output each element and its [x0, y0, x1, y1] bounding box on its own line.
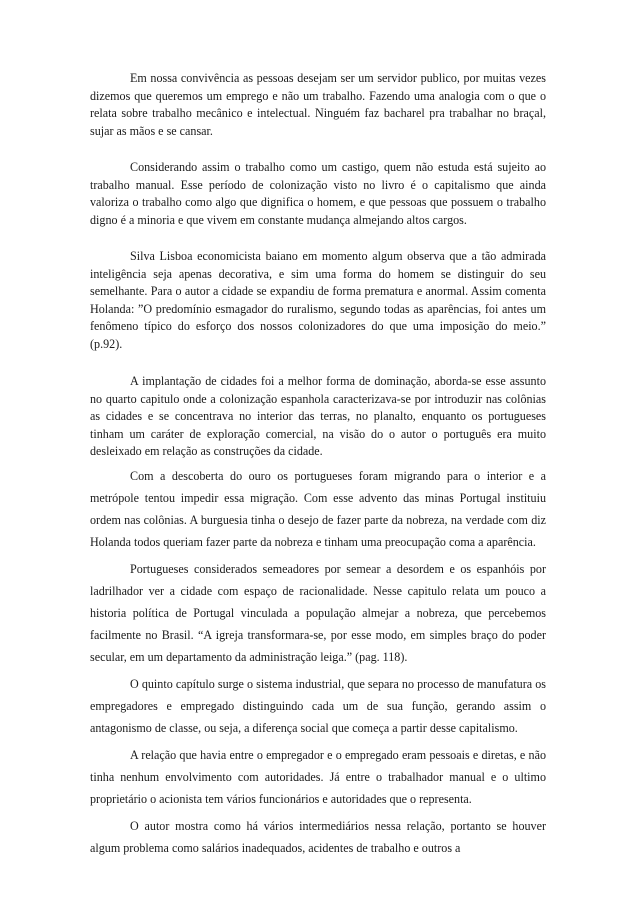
document-page	[90, 70, 546, 900]
paragraph-2: Considerando assim o trabalho como um castigo, quem não estuda está sujeito ao trabalho manual. Esse período de colonização visto no livro é o capitalismo que ainda valoriza o trabalho como algo que dignifica o homem, e que pessoas que possuem o trabalho digno é a minoria e que vivem em constante mudança almejando altos cargos.	[90, 160, 546, 227]
paragraph-7: O quinto capítulo surge o sistema industrial, que separa no processo de manufatura os empregadores e empregado distinguindo cada um de sua função, gerando assim o antagonismo de classe, ou seja, a diferença social que começa a partir desse capitalismo.	[90, 676, 546, 735]
paragraph-3: Silva Lisboa economicista baiano em momento algum observa que a tão admirada inteligência seja apenas decorativa, e sim uma forma do homem se distinguir do seu semelhante. Para o autor a cidade se expandiu de forma prematura e anormal. Assim comenta Holanda: ”O predomínio esmagador do ruralismo, segundo todas as aparências, foi antes um fenômeno típico do esforço dos nossos colonizadores do que uma imposição do meio.” (p.92).	[90, 249, 546, 351]
paragraph-5: Com a descoberta do ouro os portugueses foram migrando para o interior e a metrópole tentou impedir essa migração. Com esse advento das minas Portugal instituiu ordem nas colônias. A burguesia tinha o desejo de fazer parte da nobreza, na verdade com diz Holanda todos queriam fazer parte da nobreza e tinham uma preocupação coma a aparência.	[90, 468, 546, 549]
paragraph-9: O autor mostra como há vários intermediários nessa relação, portanto se houver algum problema como salários inadequados, acidentes de trabalho e outros a	[90, 818, 546, 855]
paragraph-6: Portugueses considerados semeadores por semear a desordem e os espanhóis por ladrilhador ver a cidade com espaço de racionalidade. Nesse capitulo relata um pouco a historia política de Portugal vinculada a população almejar a nobreza, que percebemos facilmente no Brasil. “A igreja transformara-se, por esse modo, em simples braço do poder secular, em um departamento da administração leiga.” (pag. 118).	[90, 561, 546, 664]
paragraph-1: Em nossa convivência as pessoas desejam ser um servidor publico, por muitas vezes dizemos que queremos um emprego e não um trabalho. Fazendo uma analogia com o que o relata sobre trabalho mecânico e intelectual. Ninguém faz bacharel pra trabalhar no braçal, sujar as mãos e se cansar.	[90, 71, 546, 138]
paragraph-8: A relação que havia entre o empregador e o empregado eram pessoais e diretas, e não tinha nenhum envolvimento com autoridades. Já entre o trabalhador manual e o ultimo proprietário o acionista tem vários funcionários e autoridades que o representa.	[90, 747, 546, 806]
paragraph-4: A implantação de cidades foi a melhor forma de dominação, aborda-se esse assunto no quarto capitulo onde a colonização espanhola caracterizava-se por introduzir nas colônias as cidades e se concentrava no interior das terras, no planalto, enquanto os portugueses tinham um caráter de exploração comercial, na visão do o autor o português era muito desleixado em relação as construções da cidade.	[90, 374, 546, 458]
